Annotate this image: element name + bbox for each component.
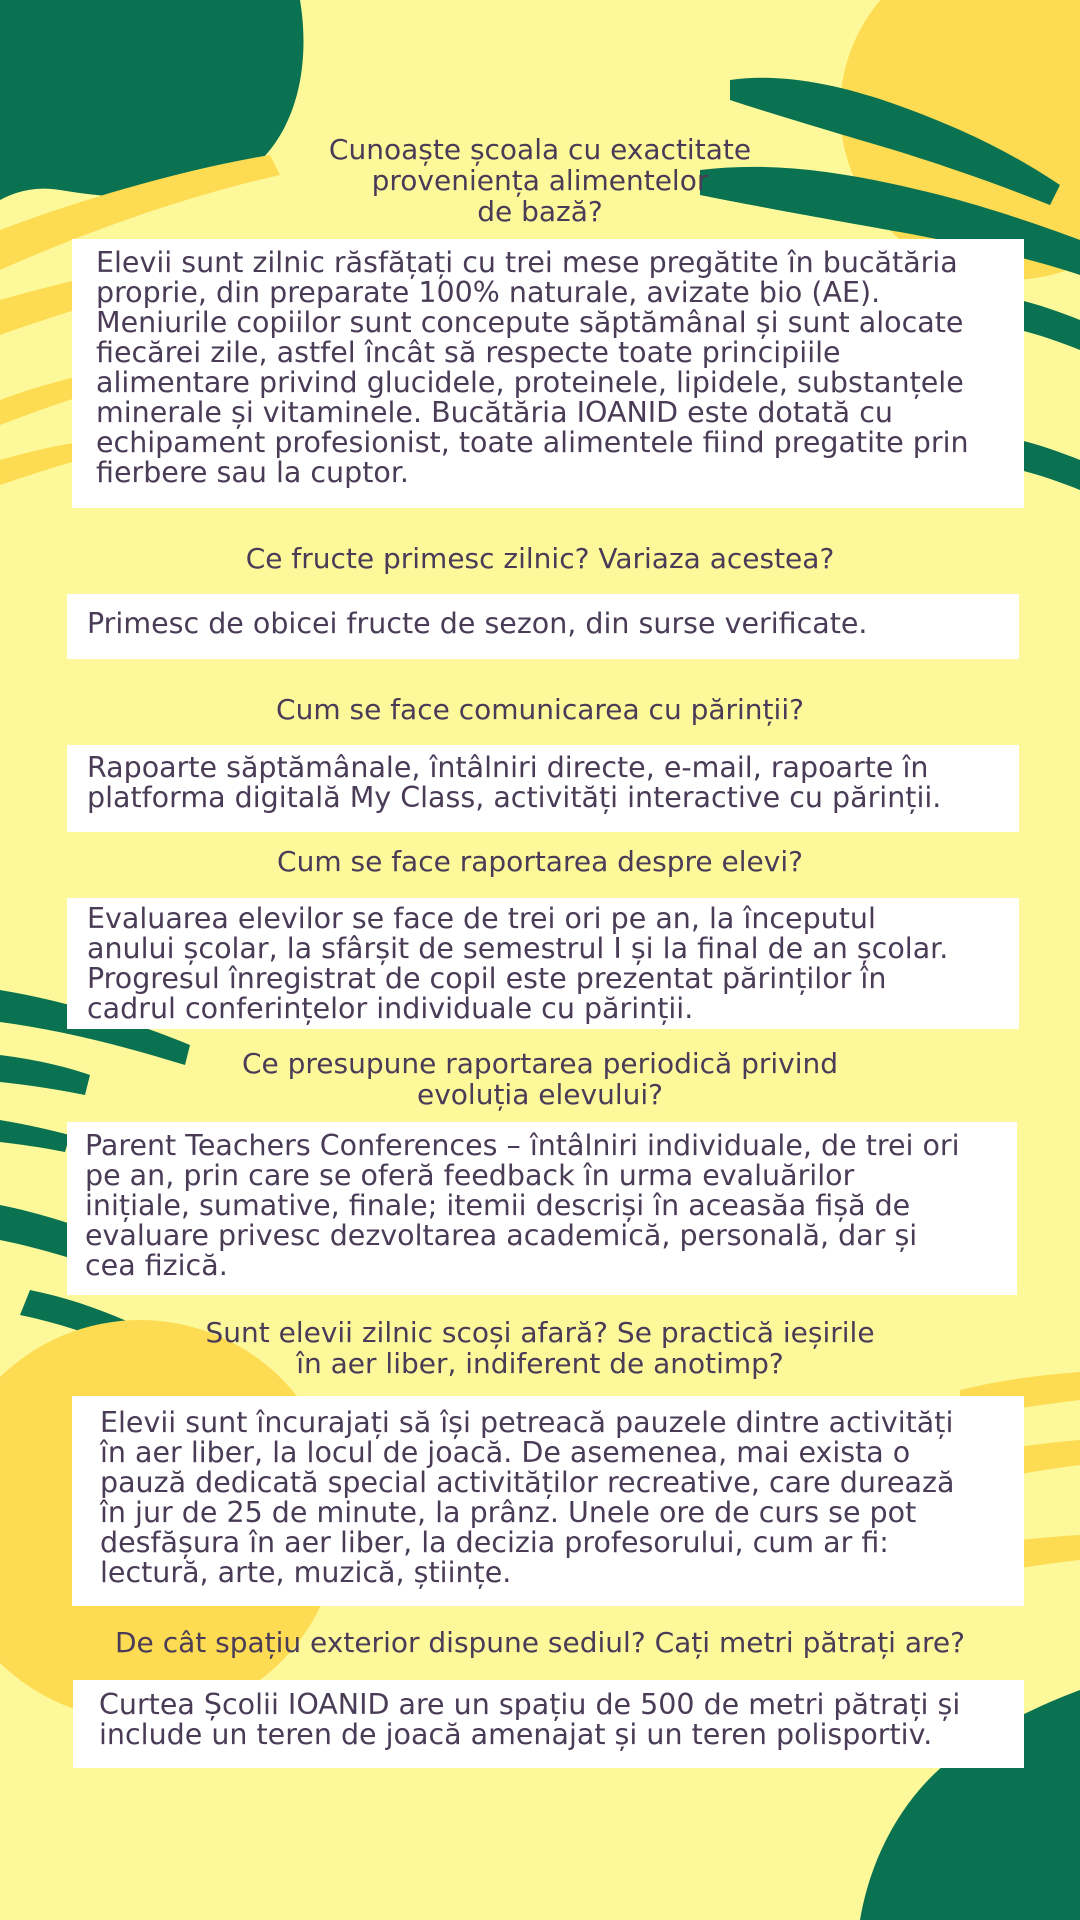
green-stroke-4: [1020, 440, 1080, 490]
green-stroke-6: [0, 1055, 90, 1095]
answer-card-3: Rapoarte săptămânale, întâlniri directe, e-mail, rapoarte în platforma digitală My Class, activități interactive cu părinții.: [67, 745, 1019, 832]
question-3: Cum se face comunicarea cu părinții?: [276, 693, 804, 726]
answer-card-1: Elevii sunt zilnic răsfățați cu trei mese pregătite în bucătăria proprie, din preparate 100% naturale, avizate bio (AE). Meniurile copiilor sunt concepute săptămânal și sunt alocate fiecărei zile, astfel încât să respecte toate principiile alimentare privind glucidele, proteinele, lipidele, substanțele minerale și vitaminele. Bucătăria IOANID este dotată cu echipament profesionist, toate alimentele fiind pregatite prin fierbere sau la cuptor.: [72, 239, 1024, 508]
question-4: Cum se face raportarea despre elevi?: [277, 845, 803, 878]
question-2: Ce fructe primesc zilnic? Variaza acestea?: [245, 542, 835, 575]
answer-card-6: Elevii sunt încurajați să își petreacă pauzele dintre activități în aer liber, la locul de joacă. De asemenea, mai exista o pauză dedicată special activităților recreative, care durează în jur de 25 de minute, la prânz. Unele ore de curs se pot desfășura în aer liber, la decizia profesorului, cum ar fi: lectură, arte, muzică, științe.: [72, 1396, 1024, 1606]
question-7: De cât spațiu exterior dispune sediul? Cați metri pătrați are?: [115, 1626, 965, 1659]
yellow-stroke-7: [1020, 1535, 1080, 1568]
green-stroke-7: [0, 1120, 70, 1152]
question-1: Cunoaște școala cu exactitate proveniența alimentelor de bază?: [328, 133, 752, 228]
question-6: Sunt elevii zilnic scoși afară? Se practică ieșirile în aer liber, indiferent de anotimp?: [205, 1316, 875, 1380]
answer-card-4: Evaluarea elevilor se face de trei ori pe an, la începutul anului școlar, la sfârșit de semestrul I și la final de an școlar. Progresul înregistrat de copil este prezentat părinților în cadrul conferințelor individuale cu părinții.: [67, 898, 1019, 1029]
answer-card-2: Primesc de obicei fructe de sezon, din surse verificate.: [67, 594, 1019, 659]
question-5: Ce presupune raportarea periodică privind evoluția elevului?: [241, 1047, 839, 1111]
green-stroke-3: [1020, 300, 1080, 350]
yellow-stroke-4: [0, 442, 80, 485]
answer-card-7: Curtea Școlii IOANID are un spațiu de 500 de metri pătrați și include un teren de joacă amenajat și un teren polisportiv.: [73, 1680, 1024, 1768]
answer-card-5: Parent Teachers Conferences – întâlniri individuale, de trei ori pe an, prin care se oferă feedback în urma evaluărilor inițiale, sumative, finale; itemii descriși în aceasăa fișă de evaluare privesc dezvoltarea academică, personală, dar și cea fizică.: [67, 1122, 1017, 1295]
